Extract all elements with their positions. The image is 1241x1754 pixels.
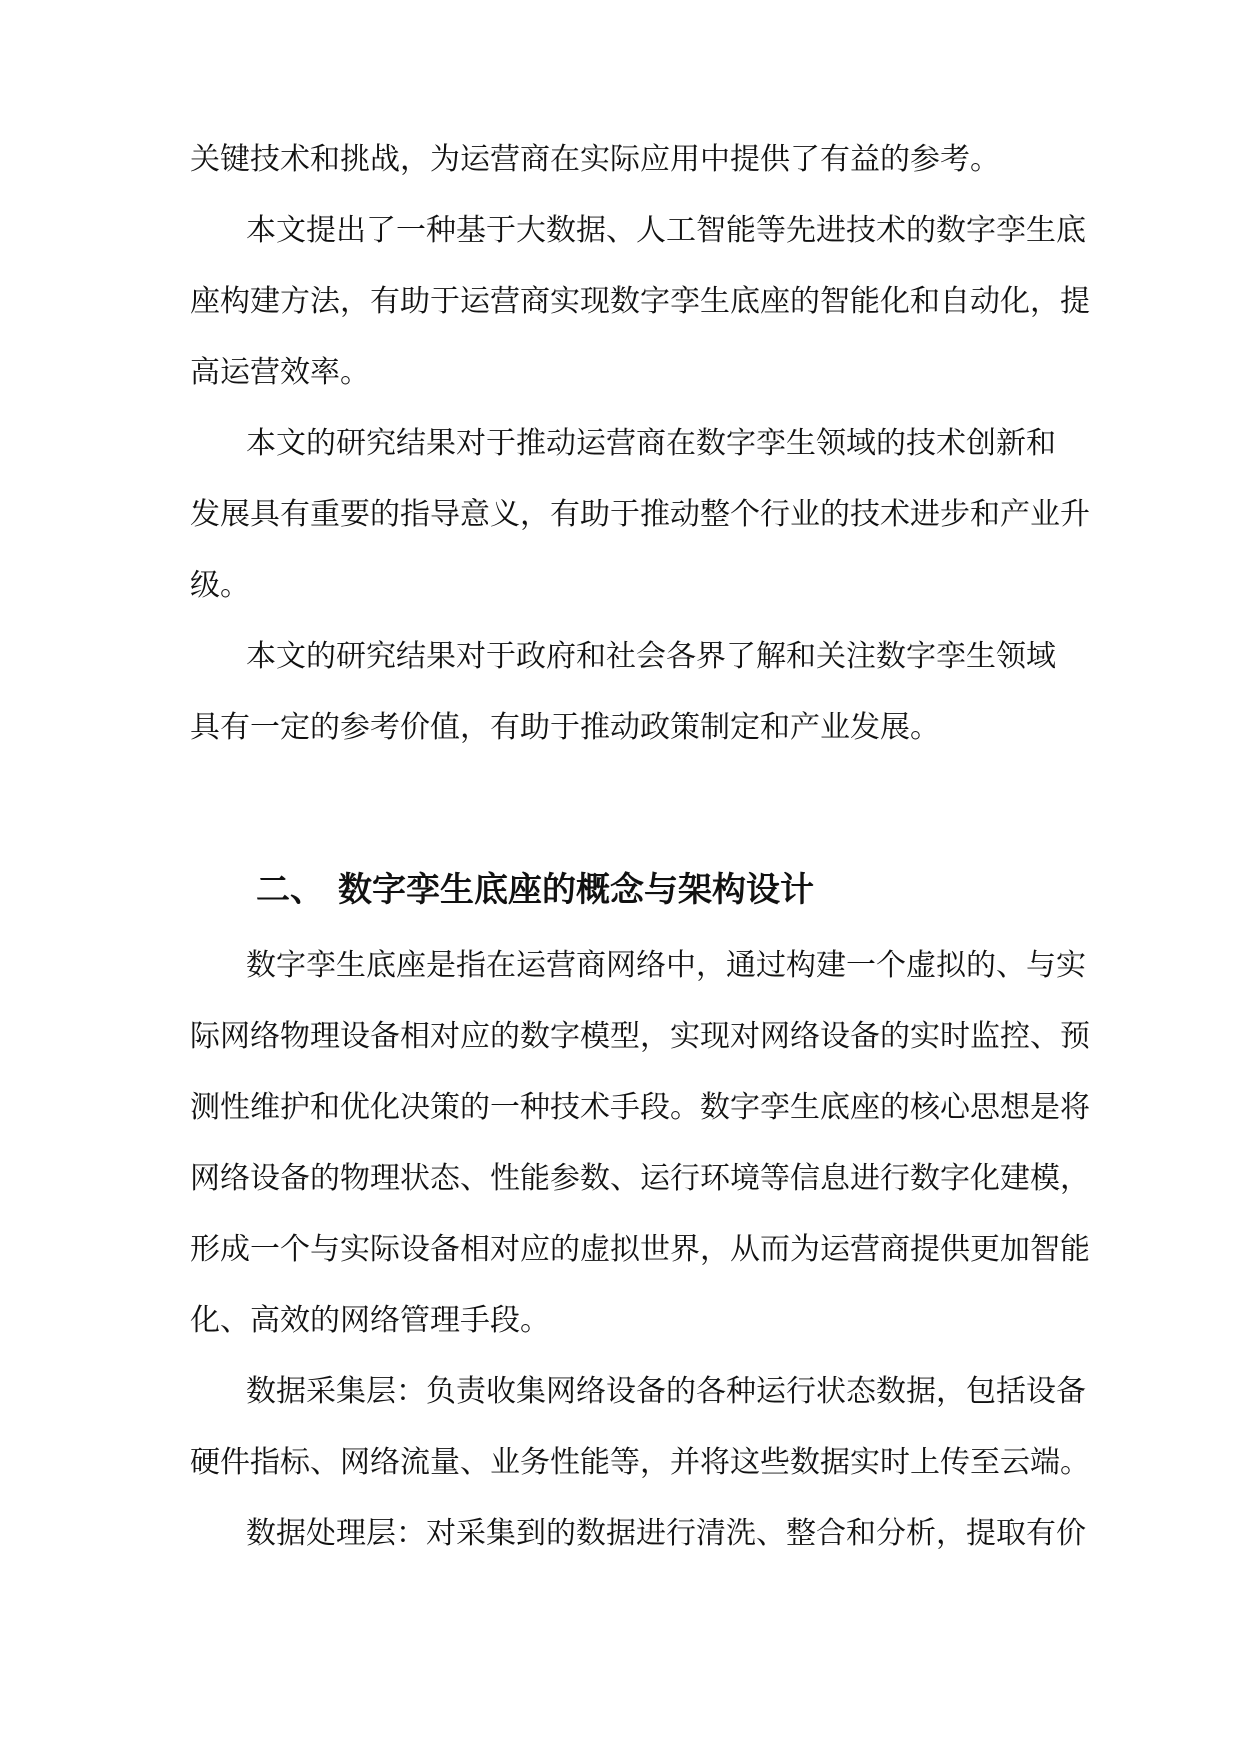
paragraph-line: 际网络物理设备相对应的数字模型，实现对网络设备的实时监控、预 <box>190 1019 1090 1054</box>
paragraph-line: 化、高效的网络管理手段。 <box>190 1303 550 1338</box>
paragraph-line: 发展具有重要的指导意义，有助于推动整个行业的技术进步和产业升 <box>190 497 1090 532</box>
paragraph-line: 数字孪生底座是指在运营商网络中，通过构建一个虚拟的、与实 <box>246 948 1086 983</box>
paragraph-line: 级。 <box>190 568 250 603</box>
section-number: 二、 <box>256 870 324 910</box>
paragraph-line: 关键技术和挑战，为运营商在实际应用中提供了有益的参考。 <box>190 142 1000 177</box>
paragraph-line: 测性维护和优化决策的一种技术手段。数字孪生底座的核心思想是将 <box>190 1090 1090 1125</box>
paragraph-line: 数据采集层：负责收集网络设备的各种运行状态数据，包括设备 <box>246 1374 1086 1409</box>
paragraph-line: 本文的研究结果对于政府和社会各界了解和关注数字孪生领域 <box>246 639 1056 674</box>
section-heading <box>256 868 814 912</box>
paragraph-line: 本文的研究结果对于推动运营商在数字孪生领域的技术创新和 <box>246 426 1056 461</box>
paragraph-line: 网络设备的物理状态、性能参数、运行环境等信息进行数字化建模， <box>190 1161 1090 1196</box>
paragraph-line: 数据处理层：对采集到的数据进行清洗、整合和分析，提取有价 <box>246 1516 1086 1551</box>
paragraph-line: 具有一定的参考价值，有助于推动政策制定和产业发展。 <box>190 710 940 745</box>
section-title: 数字孪生底座的概念与架构设计 <box>338 870 814 910</box>
paragraph-line: 座构建方法，有助于运营商实现数字孪生底座的智能化和自动化，提 <box>190 284 1090 319</box>
paragraph-line: 硬件指标、网络流量、业务性能等，并将这些数据实时上传至云端。 <box>190 1445 1090 1480</box>
paragraph-line: 高运营效率。 <box>190 355 370 390</box>
paragraph-line: 形成一个与实际设备相对应的虚拟世界，从而为运营商提供更加智能 <box>190 1232 1090 1267</box>
paragraph-line: 本文提出了一种基于大数据、人工智能等先进技术的数字孪生底 <box>246 213 1086 248</box>
